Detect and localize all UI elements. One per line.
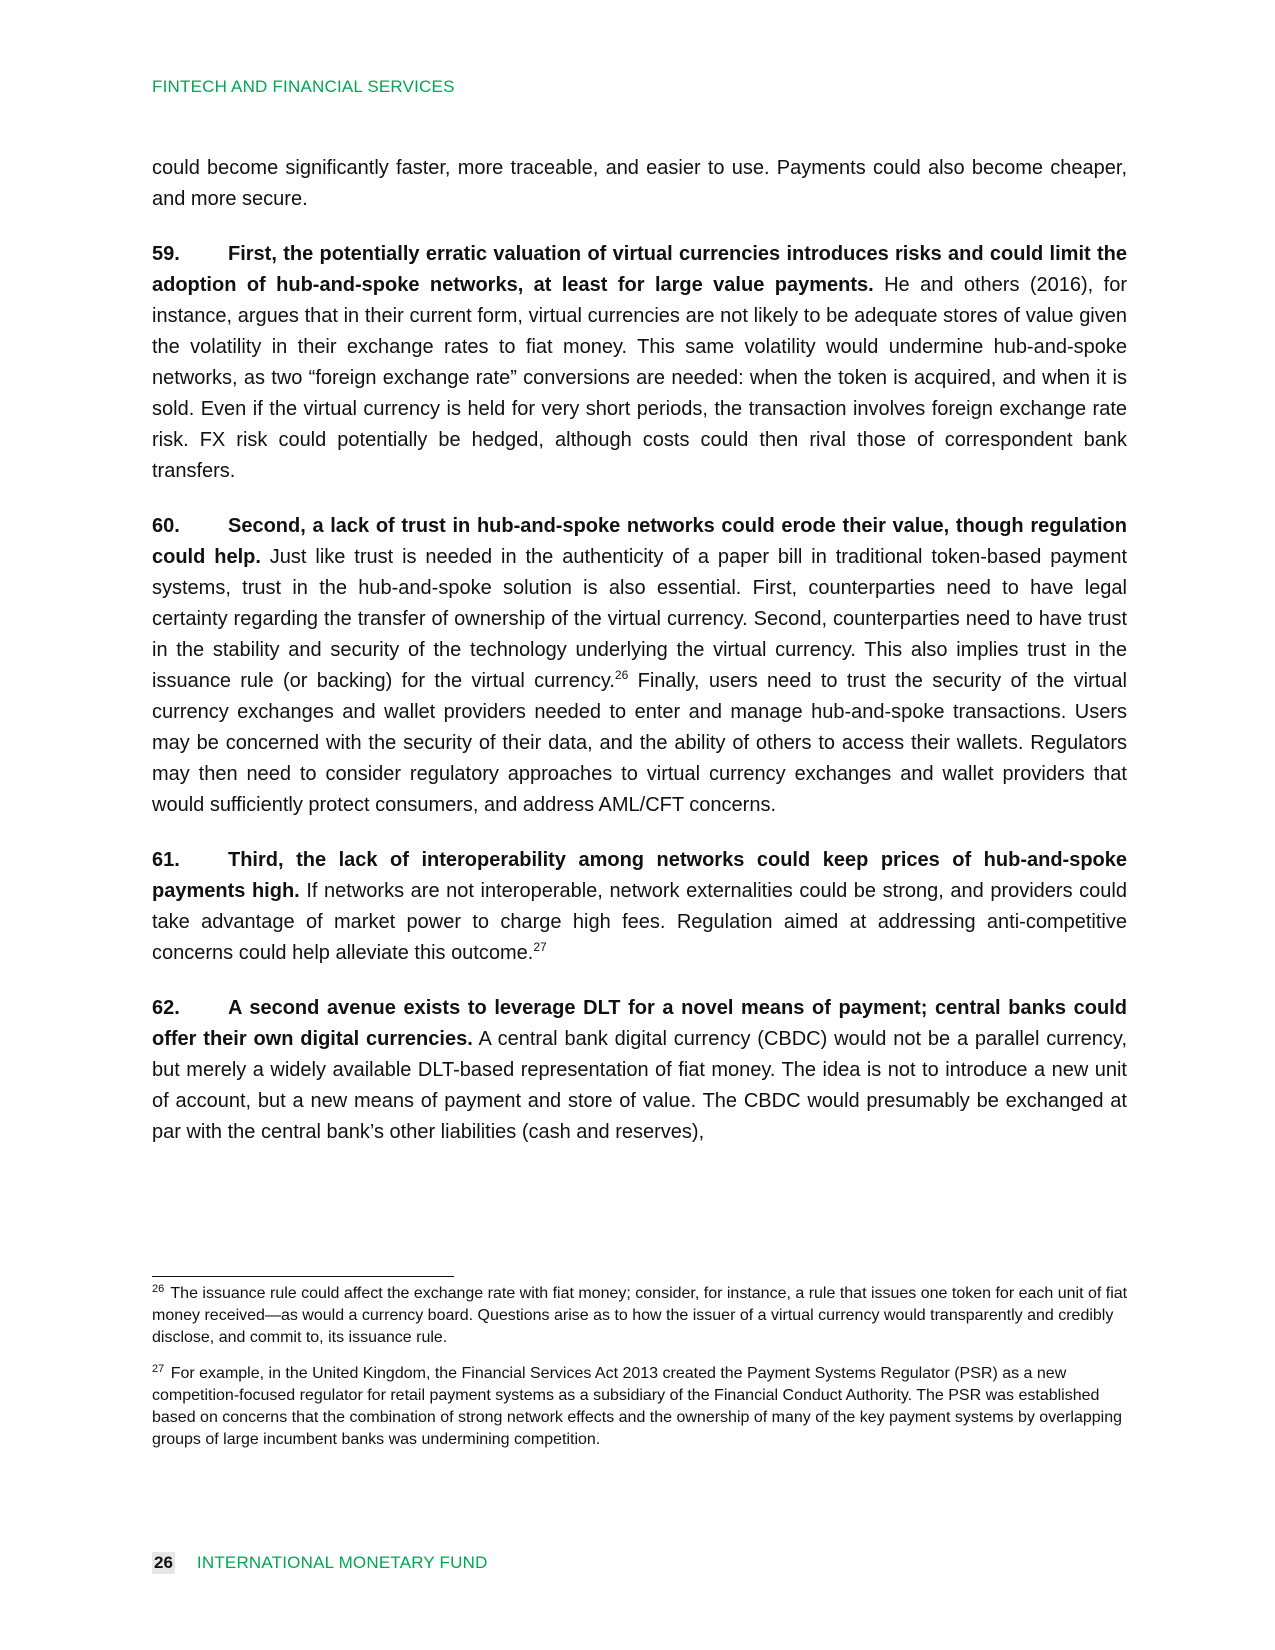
paragraph-60 — [152, 511, 1127, 821]
paragraph-lead: Third, the lack of interoperability among networks could keep prices of hub-and-spoke payments high. — [152, 849, 1127, 902]
paragraph-lead: First, the potentially erratic valuation of virtual currencies introduces risks and could limit the adoption of hub-and-spoke networks, at least for large value payments. — [152, 243, 1127, 296]
paragraph-61 — [152, 845, 1127, 969]
paragraph-59 — [152, 239, 1127, 487]
organization-name: INTERNATIONAL MONETARY FUND — [196, 1553, 488, 1572]
running-header: FINTECH AND FINANCIAL SERVICES — [152, 77, 455, 96]
paragraph-text: A central bank digital currency (CBDC) would not be a parallel currency, but merely a widely available DLT-based representation of fiat money. The idea is not to introduce a new unit of account, but a new means of payment and store of value. The CBDC would presumably be exchanged at par with the central bank’s other liabilities (cash and reserves), — [152, 1028, 1127, 1143]
paragraph-text: He and others (2016), for instance, argues that in their current form, virtual currencies are not likely to be adequate stores of value given the volatility in their exchange rates to fiat money. This same volatility would undermine hub-and-spoke networks, as two “foreign exchange rate” conversions are needed: when the token is acquired, and when it is sold. Even if the virtual currency is held for very short periods, the transaction involves foreign exchange rate risk. FX risk could potentially be hedged, although costs could then rival those of correspondent bank transfers. — [152, 274, 1127, 482]
paragraph-lead: Second, a lack of trust in hub-and-spoke networks could erode their value, though regulation could help. — [152, 515, 1127, 568]
paragraph-number: 60. — [152, 515, 180, 537]
paragraph-62 — [152, 993, 1127, 1148]
footnote-text: The issuance rule could affect the exchange rate with fiat money; consider, for instance, a rule that issues one token for each unit of fiat money received—as would a currency board. Questions arise as to how the issuer of a virtual currency would transparently and credibly disclose, and commit to, its issuance rule. — [152, 1285, 1128, 1346]
paragraph-lead: A second avenue exists to leverage DLT for a novel means of payment; central banks could offer their own digital currencies. — [152, 997, 1127, 1050]
paragraph-number: 59. — [152, 243, 180, 265]
footnote-reference-26[interactable]: 26 — [614, 668, 629, 682]
paragraph-text: If networks are not interoperable, network externalities could be strong, and providers could take advantage of market power to charge high fees. Regulation aimed at addressing anti-competitive concerns could help alleviate this outcome. — [152, 880, 1127, 964]
page-footer — [152, 1552, 488, 1574]
body-text — [152, 153, 1127, 1172]
footnote-26 — [152, 1283, 1132, 1349]
continuation-paragraph: could become significantly faster, more traceable, and easier to use. Payments could also become cheaper, and more secure. — [152, 157, 1127, 210]
paragraph-number: 61. — [152, 849, 180, 871]
paragraph-text-continued: Finally, users need to trust the security of the virtual currency exchanges and wallet providers needed to enter and manage hub-and-spoke transactions. Users may be concerned with the security of their data, and the ability of others to access their wallets. Regulators may then need to consider regulatory approaches to virtual currency exchanges and wallet providers that would sufficiently protect consumers, and address AML/CFT concerns. — [152, 670, 1127, 816]
footnote-reference-27[interactable]: 27 — [533, 940, 547, 954]
footnote-number: 27 — [152, 1363, 165, 1375]
paragraph-text: Just like trust is needed in the authenticity of a paper bill in traditional token-based payment systems, trust in the hub-and-spoke solution is also essential. First, counterparties need to have legal certainty regarding the transfer of ownership of the virtual currency. Second, counterparties need to have trust in the stability and security of the technology underlying the virtual currency. This also implies trust in the issuance rule (or backing) for the virtual currency. — [152, 546, 1127, 692]
footnote-27 — [152, 1363, 1132, 1451]
page-number: 26 — [154, 1553, 173, 1572]
footnote-divider — [152, 1276, 454, 1277]
footnote-text: For example, in the United Kingdom, the Financial Services Act 2013 created the Payment Systems Regulator (PSR) as a new competition-focused regulator for retail payment systems as a subsidiary of the Financial Conduct Authority. The PSR was established based on concerns that the combination of strong network effects and the ownership of many of the key payment systems by overlapping groups of large incumbent banks was undermining competition. — [152, 1365, 1123, 1448]
footnote-number: 26 — [152, 1283, 165, 1295]
paragraph-number: 62. — [152, 997, 180, 1019]
footnotes — [152, 1283, 1132, 1465]
